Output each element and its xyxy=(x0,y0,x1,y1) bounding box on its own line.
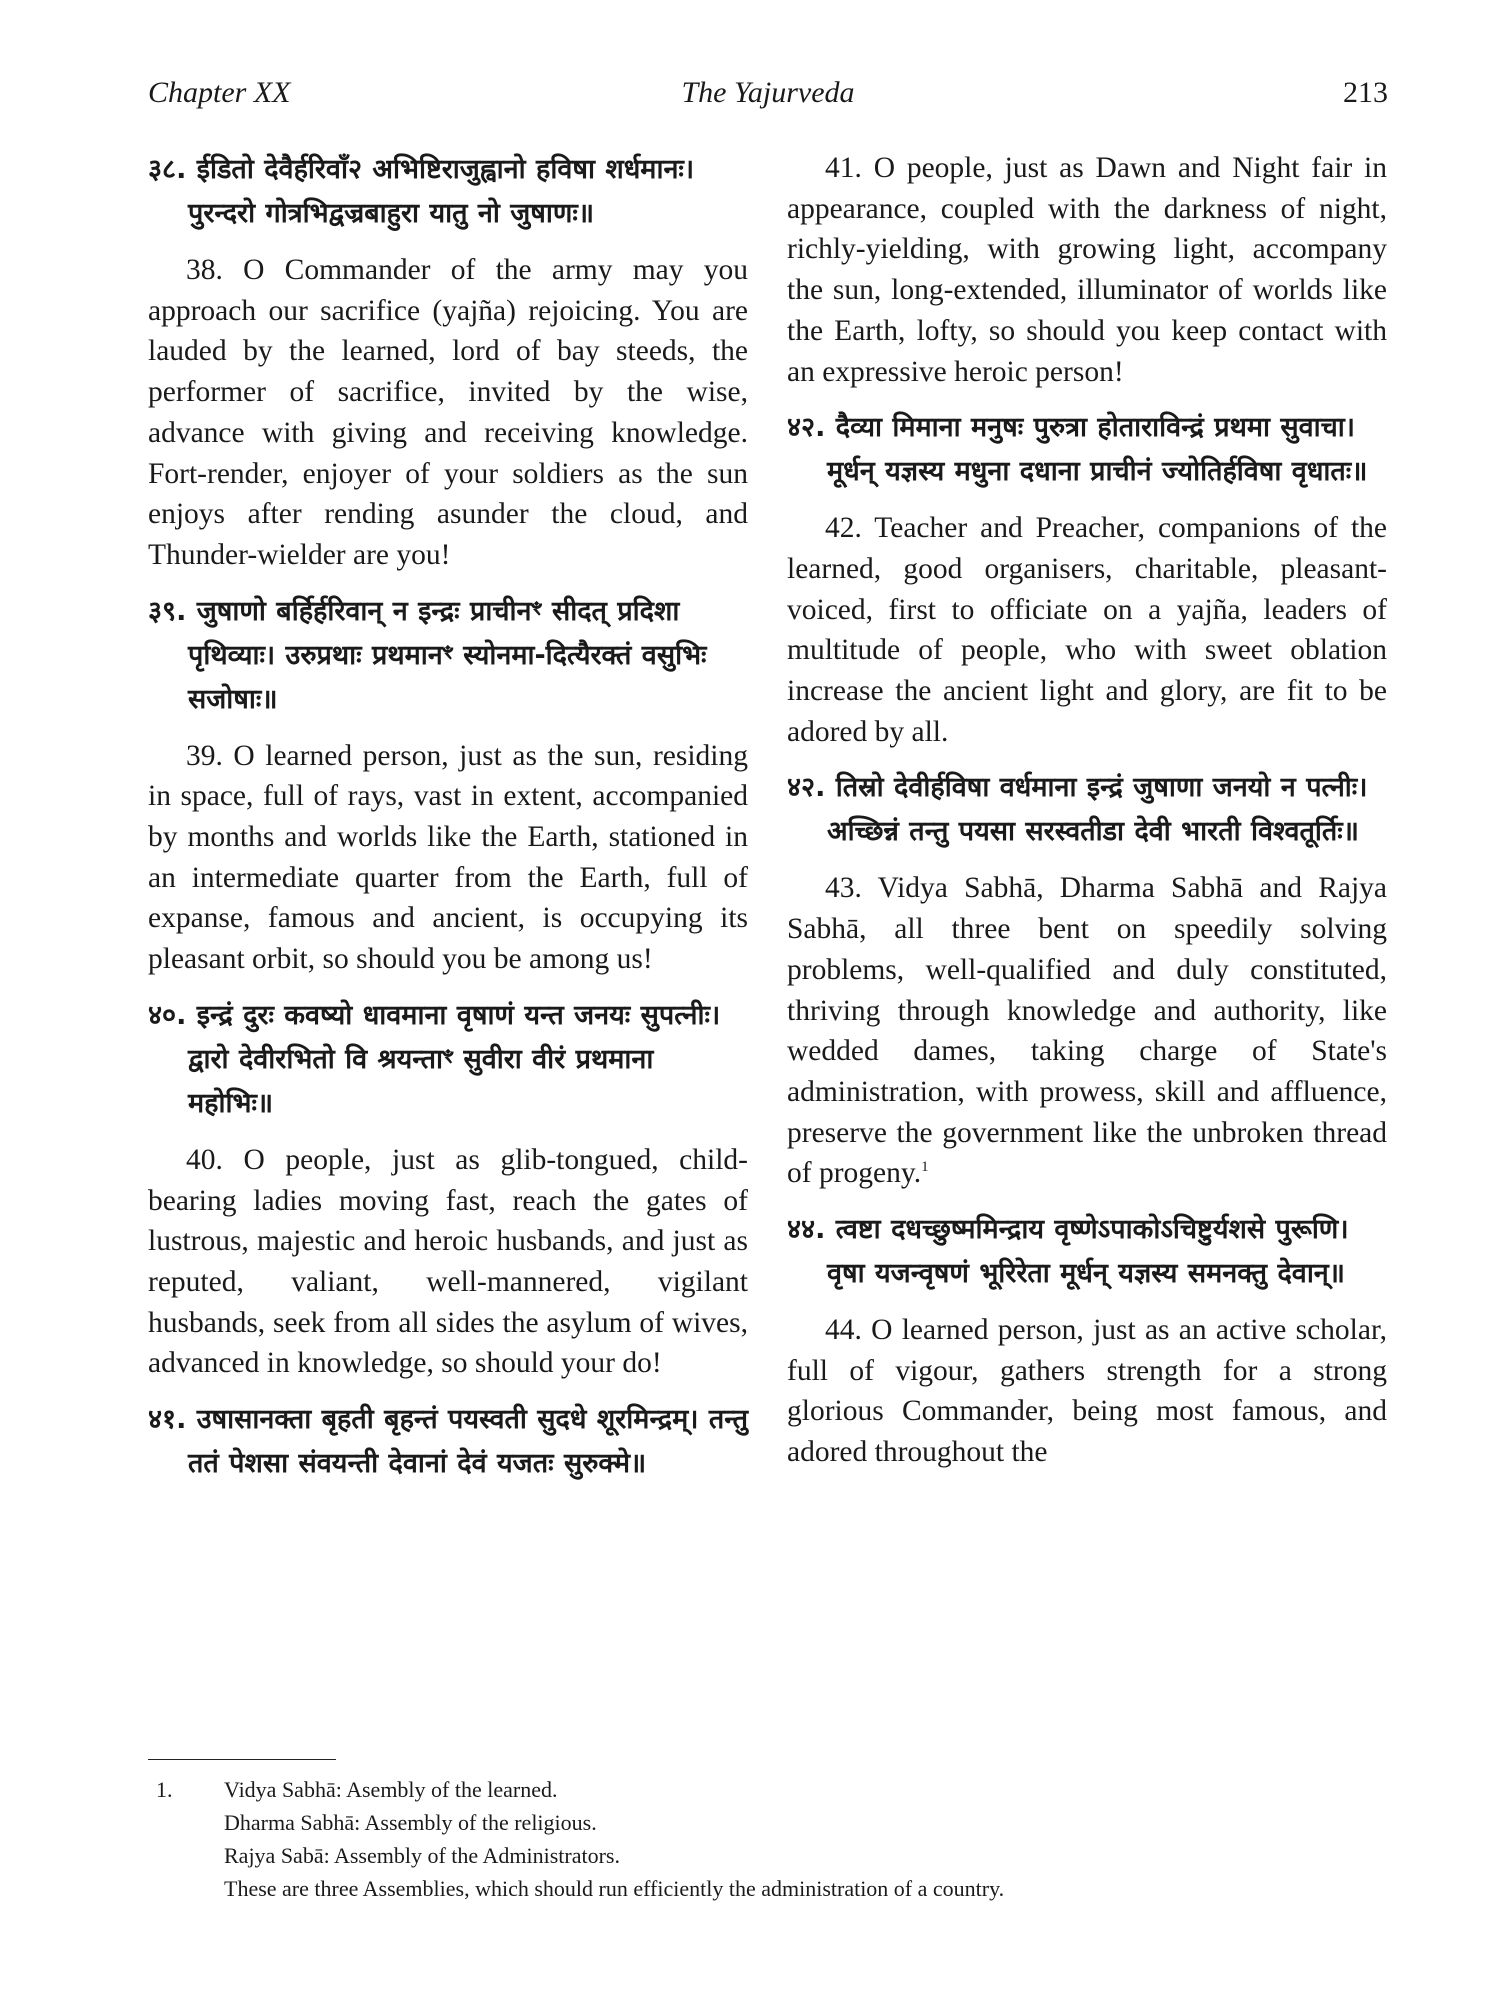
footnote-line: Vidya Sabhā: Asembly of the learned. xyxy=(224,1777,558,1802)
footnote-marker: 1 xyxy=(921,1159,929,1176)
verse-42-sanskrit: ४२. दैव्या मिमाना मनुषः पुरुत्रा होताराविन्द्रं प्रथमा सुवाचा। मूर्धन् यज्ञस्य मधुना दधाना प्राचीनं ज्योतिर्हविषा वृधातः॥ xyxy=(787,412,1368,488)
verse-38-sanskrit: ३८. ईडितो देवैर्हरिवाँ२ अभिष्टिराजुह्वानो हविषा शर्धमानः। पुरन्दरो गोत्रभिद्वज्रबाहुरा यातु नो जुषाणः॥ xyxy=(148,154,695,229)
footnote-lines xyxy=(224,1773,1388,1905)
footnote-number: 1. xyxy=(156,1777,173,1802)
verse-40-sanskrit: ४०. इन्द्रं दुरः कवष्यो धावमाना वृषाणं यन्त जनयः सुपत्नीः। द्वारो देवीरभितो वि श्रयन्ताꣳ सुवीरा वीरं प्रथमाना महोभिः॥ xyxy=(148,999,721,1119)
footnote xyxy=(148,1773,1388,1905)
verse-39-translation: 39. O learned person, just as the sun, residing in space, full of rays, vast in extent, accompanied by months and worlds like the Earth, stationed in an intermediate quarter from the Earth, full of expanse, famous and ancient, is occupying its pleasant orbit, so should you be among us! xyxy=(148,739,748,976)
verse-44-translation: 44. O learned person, just as an active scholar, full of vigour, gathers strength for a strong glorious Commander, being most famous, and adored throughout the xyxy=(787,1314,1387,1469)
verse-40-translation: 40. O people, just as glib-tongued, child-bearing ladies moving fast, reach the gates of lustrous, majestic and heroic husbands, and just as reputed, valiant, well-mannered, vigilant husbands, seek from all sides the asylum of wives, advanced in knowledge, so should your do! xyxy=(148,1143,748,1380)
verse-39-sanskrit: ३९. जुषाणो बर्हिर्हरिवान् न इन्द्रः प्राचीनꣳ सीदत् प्रदिशा पृथिव्याः। उरुप्रथाः प्रथमानꣳ स्योनमा-दित्यैरक्तं वसुभिः सजोषाः॥ xyxy=(148,595,707,715)
footnote-line: These are three Assemblies, which should run efficiently the administration of a country. xyxy=(224,1876,1005,1901)
verse-38-translation: 38. O Commander of the army may you approach our sacrifice (yajña) rejoicing. You are lauded by the learned, lord of bay steeds, the performer of sacrifice, invited by the wise, advance with giving and receiving knowledge. Fort-render, enjoyer of your soldiers as the sun enjoys after rending asunder the cloud, and Thunder-wielder are you! xyxy=(148,254,748,571)
verse-42-translation: 42. Teacher and Preacher, companions of the learned, good organisers, charitable, pleasant-voiced, first to officiate on a yajña, leaders of multitude of people, who with sweet oblation increase the ancient light and glory, are fit to be adored by all. xyxy=(787,512,1387,748)
verse-41-translation: 41. O people, just as Dawn and Night fair in appearance, coupled with the darkness of night, richly-yielding, with growing light, accompany the sun, long-extended, illuminator of worlds like the Earth, lofty, so should you keep contact with an expressive heroic person! xyxy=(787,152,1387,388)
verse-43-text: 43. Vidya Sabhā, Dharma Sabhā and Rajya Sabhā, all three bent on speedily solving problems, well-qualified and duly constituted, thriving through knowledge and authority, like wedded dames, taking charge of State's administration, with prowess, skill and affluence, preserve the government like the unbroken thread of progeny. xyxy=(787,872,1387,1190)
left-column xyxy=(148,148,748,1500)
verse-43-translation xyxy=(787,868,1387,1194)
verse-43-sanskrit: ४२. तिस्रो देवीर्हविषा वर्धमाना इन्द्रं जुषाणा जनयो न पत्नीः। अच्छिन्नं तन्तु पयसा सरस्वतीडा देवी भारती विश्वतूर्तिः॥ xyxy=(787,772,1368,848)
footnote-line: Rajya Sabā: Assembly of the Administrators. xyxy=(224,1843,620,1868)
page-number: 213 xyxy=(1343,76,1388,109)
verse-41-sanskrit: ४१. उषासानक्ता बृहती बृहन्तं पयस्वती सुदधे शूरमिन्द्रम्। तन्तु ततं पेशसा संवयन्ती देवानां देवं यजतः सुरुक्मे॥ xyxy=(148,1404,748,1480)
right-column xyxy=(787,148,1387,1487)
footnote-line: Dharma Sabhā: Assembly of the religious. xyxy=(224,1810,597,1835)
chapter-title: Chapter XX xyxy=(148,76,291,109)
footnote-divider xyxy=(148,1759,336,1760)
book-title: The Yajurveda xyxy=(681,76,855,109)
page-header xyxy=(148,76,1388,120)
verse-44-sanskrit: ४४. त्वष्टा दधच्छुष्ममिन्द्राय वृष्णेऽपाकोऽचिष्टुर्यशसे पुरूणि। वृषा यजन्वृषणं भूरिरेता मूर्धन् यज्ञस्य समनक्तु देवान्॥ xyxy=(787,1214,1349,1290)
